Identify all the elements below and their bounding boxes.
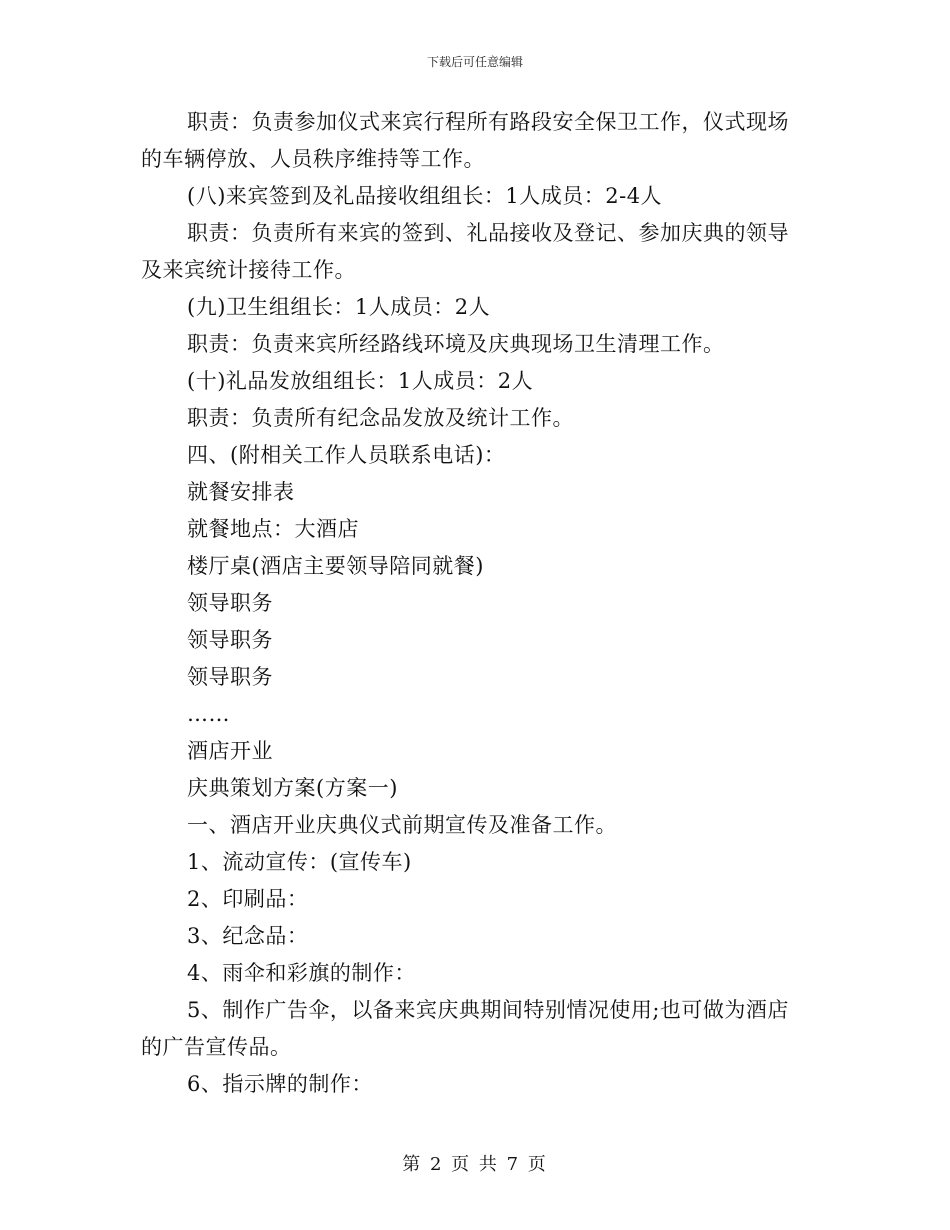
- list-item: 5、制作广告伞，以备来宾庆典期间特别情况使用;也可做为酒店: [187, 998, 789, 1022]
- ellipsis-line: ……: [187, 702, 230, 726]
- paragraph-line: 庆典策划方案(方案一): [187, 776, 398, 800]
- page-footer: 第 2 页 共 7 页: [402, 1154, 548, 1175]
- paragraph-line: 及来宾统计接待工作。: [141, 258, 356, 282]
- list-item: 6、指示牌的制作：: [187, 1072, 373, 1096]
- paragraph-line: 职责：负责所有纪念品发放及统计工作。: [187, 406, 574, 430]
- page-header: 下载后可任意编辑: [426, 55, 523, 69]
- section-heading: 四、(附相关工作人员联系电话)：: [187, 443, 506, 467]
- paragraph-line: 的车辆停放、人员秩序维持等工作。: [141, 147, 485, 171]
- paragraph-line: 职责：负责所有来宾的签到、礼品接收及登记、参加庆典的领导: [187, 221, 789, 245]
- list-item: 3、纪念品：: [187, 924, 309, 948]
- section-heading: 一、酒店开业庆典仪式前期宣传及准备工作。: [187, 813, 617, 837]
- list-item: 1、流动宣传：(宣传车): [187, 850, 412, 874]
- paragraph-line: (八)来宾签到及礼品接收组组长：1人成员：2-4人: [187, 184, 663, 208]
- paragraph-line: 楼厅桌(酒店主要领导陪同就餐): [187, 554, 484, 578]
- paragraph-line: (十)礼品发放组组长：1人成员：2人: [187, 369, 534, 393]
- paragraph-line: 职责：负责参加仪式来宾行程所有路段安全保卫工作，仪式现场: [187, 110, 789, 134]
- paragraph-line: 领导职务: [187, 591, 273, 615]
- paragraph-line: (九)卫生组组长：1人成员：2人: [187, 295, 491, 319]
- paragraph-line: 酒店开业: [187, 739, 273, 763]
- document-body: [141, 104, 809, 1103]
- paragraph-line: 就餐安排表: [187, 480, 295, 504]
- paragraph-line: 领导职务: [187, 665, 273, 689]
- list-item: 4、雨伞和彩旗的制作：: [187, 961, 416, 985]
- paragraph-line: 就餐地点：大酒店: [187, 517, 359, 541]
- paragraph-line: 领导职务: [187, 628, 273, 652]
- list-item: 2、印刷品：: [187, 887, 309, 911]
- paragraph-line: 职责：负责来宾所经路线环境及庆典现场卫生清理工作。: [187, 332, 725, 356]
- paragraph-line: 的广告宣传品。: [141, 1035, 292, 1059]
